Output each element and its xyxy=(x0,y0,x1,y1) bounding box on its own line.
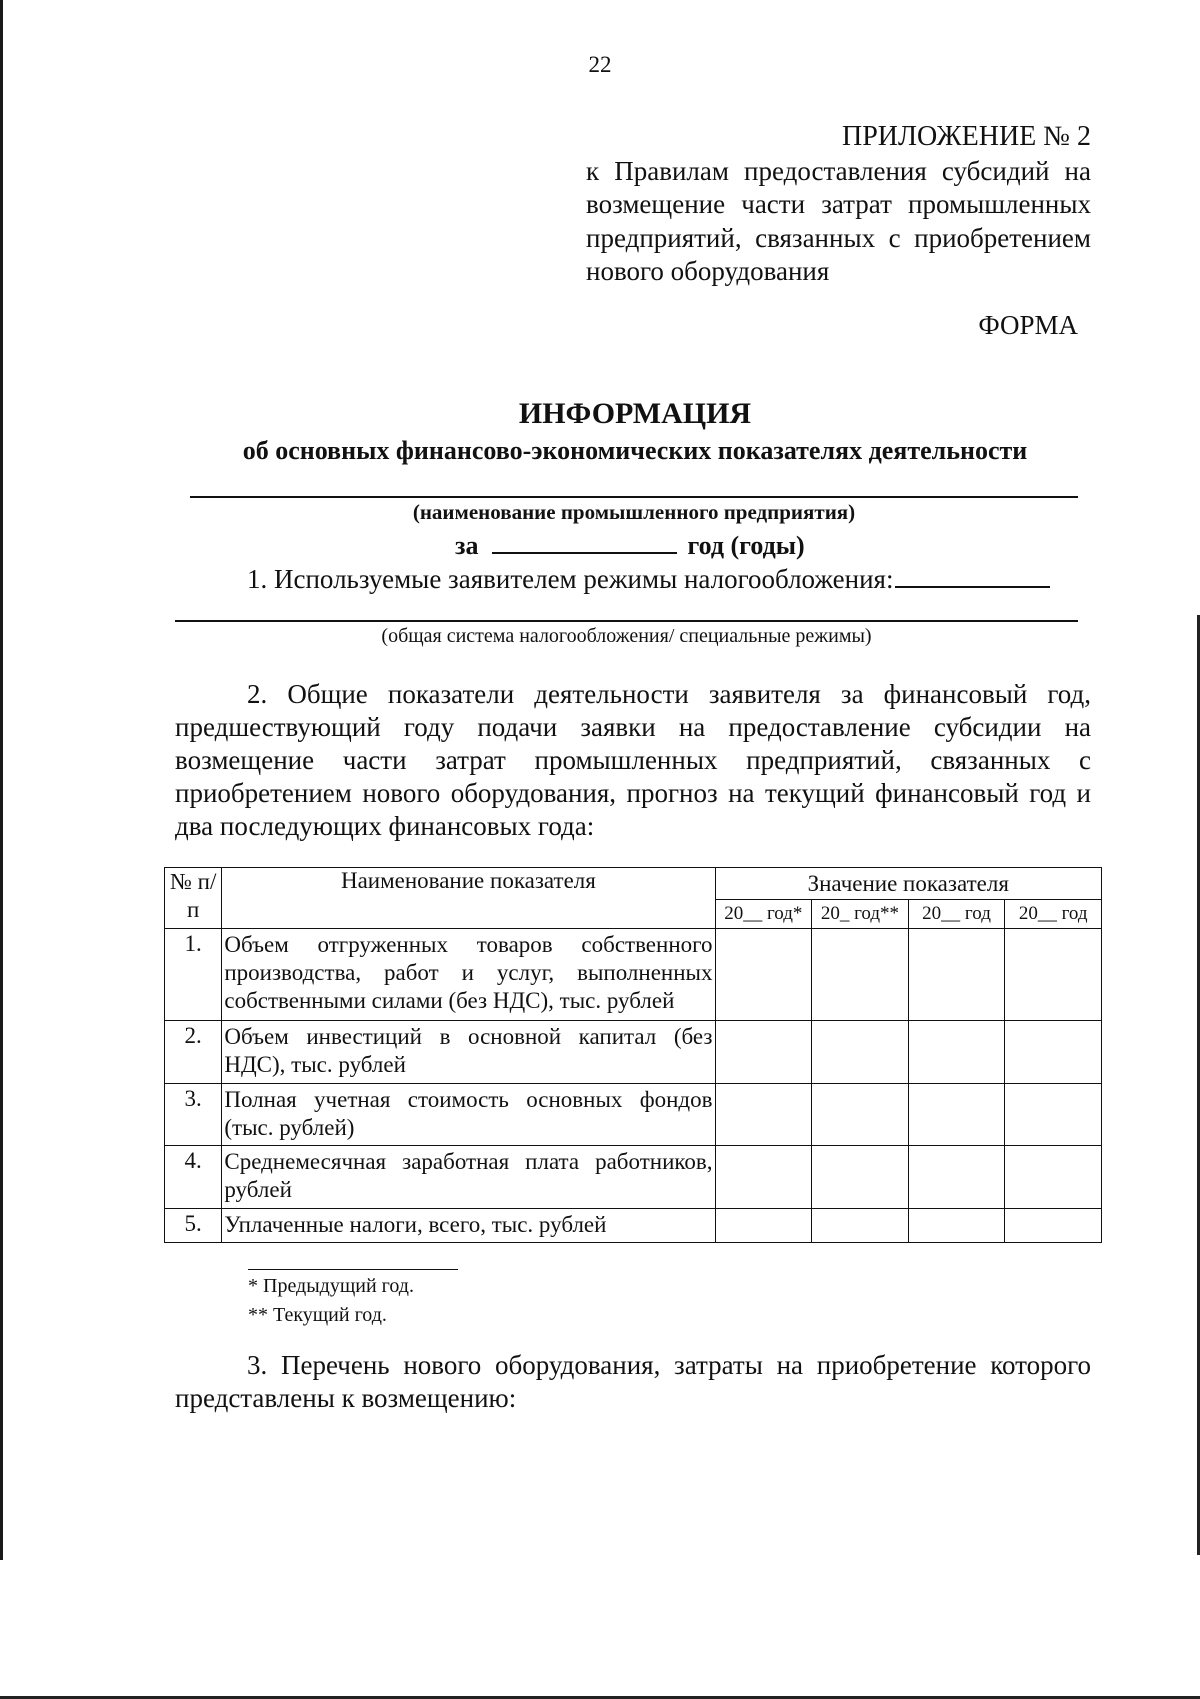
row-indicator-name: Объем инвестиций в основной капитал (без НДС), тыс. рублей xyxy=(222,1021,715,1084)
value-cell[interactable] xyxy=(812,1084,909,1146)
footnote-previous-year: * Предыдущий год. xyxy=(248,1275,414,1297)
row-number: 1. xyxy=(165,929,222,1021)
period-prefix: за xyxy=(455,531,479,560)
table-row xyxy=(165,1084,1102,1146)
section-2-text: 2. Общие показатели деятельности заявителя за финансовый год, предшествующий году подачи заявки на предоставление субсидии на возмещение части затрат промышленных предприятий, связанных с приобретением нового оборудования, прогноз на текущий финансовый год и два последующих финансовых года: xyxy=(175,679,1091,841)
value-cell[interactable] xyxy=(715,1209,812,1243)
value-cell[interactable] xyxy=(1005,929,1102,1021)
row-indicator-name: Объем отгруженных товаров собственного производства, работ и услуг, выполненных собственными силами (без НДС), тыс. рублей xyxy=(222,929,715,1021)
row-number: 2. xyxy=(165,1021,222,1084)
page-number: 22 xyxy=(588,52,612,77)
value-cell[interactable] xyxy=(812,1021,909,1084)
indicators-table xyxy=(164,867,1102,1243)
header-indicator-value: Значение показателя xyxy=(715,868,1102,900)
footnotes xyxy=(248,1272,414,1330)
section-3-paragraph xyxy=(175,1349,1091,1415)
value-cell[interactable] xyxy=(1005,1084,1102,1146)
row-indicator-name: Среднемесячная заработная плата работников, рублей xyxy=(222,1146,715,1209)
value-cell[interactable] xyxy=(715,929,812,1021)
footnote-separator xyxy=(248,1269,458,1270)
row-indicator-name: Уплаченные налоги, всего, тыс. рублей xyxy=(222,1209,715,1243)
header-indicator-name: Наименование показателя xyxy=(222,868,715,929)
tax-regime-field-continuation[interactable] xyxy=(175,620,1078,622)
reporting-period-line xyxy=(455,531,805,561)
period-suffix: год (годы) xyxy=(687,531,805,560)
company-name-field[interactable] xyxy=(190,496,1078,498)
value-cell[interactable] xyxy=(908,1209,1005,1243)
year-field[interactable] xyxy=(492,532,677,554)
header-year-previous: 20__ год* xyxy=(715,900,812,929)
appendix-description: к Правилам предоставления субсидий на возмещение части затрат промышленных предприятий, связанных с приобретением нового оборудования xyxy=(586,155,1091,286)
form-label: ФОРМА xyxy=(978,310,1078,340)
value-cell[interactable] xyxy=(812,1209,909,1243)
value-cell[interactable] xyxy=(908,929,1005,1021)
document-title: ИНФОРМАЦИЯ xyxy=(518,397,752,430)
appendix-block xyxy=(586,120,1091,289)
row-indicator-name: Полная учетная стоимость основных фондов (тыс. рублей) xyxy=(222,1084,715,1146)
value-cell[interactable] xyxy=(812,929,909,1021)
header-year-next: 20__ год xyxy=(908,900,1005,929)
value-cell[interactable] xyxy=(1005,1209,1102,1243)
value-cell[interactable] xyxy=(715,1021,812,1084)
value-cell[interactable] xyxy=(1005,1146,1102,1209)
value-cell[interactable] xyxy=(908,1021,1005,1084)
value-cell[interactable] xyxy=(715,1146,812,1209)
value-cell[interactable] xyxy=(1005,1021,1102,1084)
table-row xyxy=(165,1146,1102,1209)
row-number: 3. xyxy=(165,1084,222,1146)
tax-regime-label: 1. Используемые заявителем режимы налогообложения: xyxy=(247,564,894,594)
value-cell[interactable] xyxy=(812,1146,909,1209)
footnote-current-year: ** Текущий год. xyxy=(248,1304,387,1326)
appendix-title: ПРИЛОЖЕНИЕ № 2 xyxy=(842,121,1091,152)
table-row xyxy=(165,1209,1102,1243)
scan-border-left xyxy=(0,0,3,1560)
row-number: 5. xyxy=(165,1209,222,1243)
section-2-paragraph xyxy=(175,678,1091,843)
value-cell[interactable] xyxy=(715,1084,812,1146)
table-row xyxy=(165,929,1102,1021)
value-cell[interactable] xyxy=(908,1084,1005,1146)
header-year-current: 20_ год** xyxy=(812,900,909,929)
value-cell[interactable] xyxy=(908,1146,1005,1209)
section-3-text: 3. Перечень нового оборудования, затраты на приобретение которого представлены к возмещению: xyxy=(175,1350,1091,1413)
row-number: 4. xyxy=(165,1146,222,1209)
header-row-number: № п/п xyxy=(165,868,222,929)
company-name-caption: (наименование промышленного предприятия) xyxy=(412,500,856,524)
tax-regime-caption: (общая система налогообложения/ специальные режимы) xyxy=(381,625,872,647)
table-row xyxy=(165,1021,1102,1084)
tax-regime-line xyxy=(247,562,1050,595)
document-subtitle: об основных финансово-экономических показателях деятельности xyxy=(242,436,1028,465)
header-year-after-next: 20__ год xyxy=(1005,900,1102,929)
tax-regime-field[interactable] xyxy=(895,562,1050,588)
